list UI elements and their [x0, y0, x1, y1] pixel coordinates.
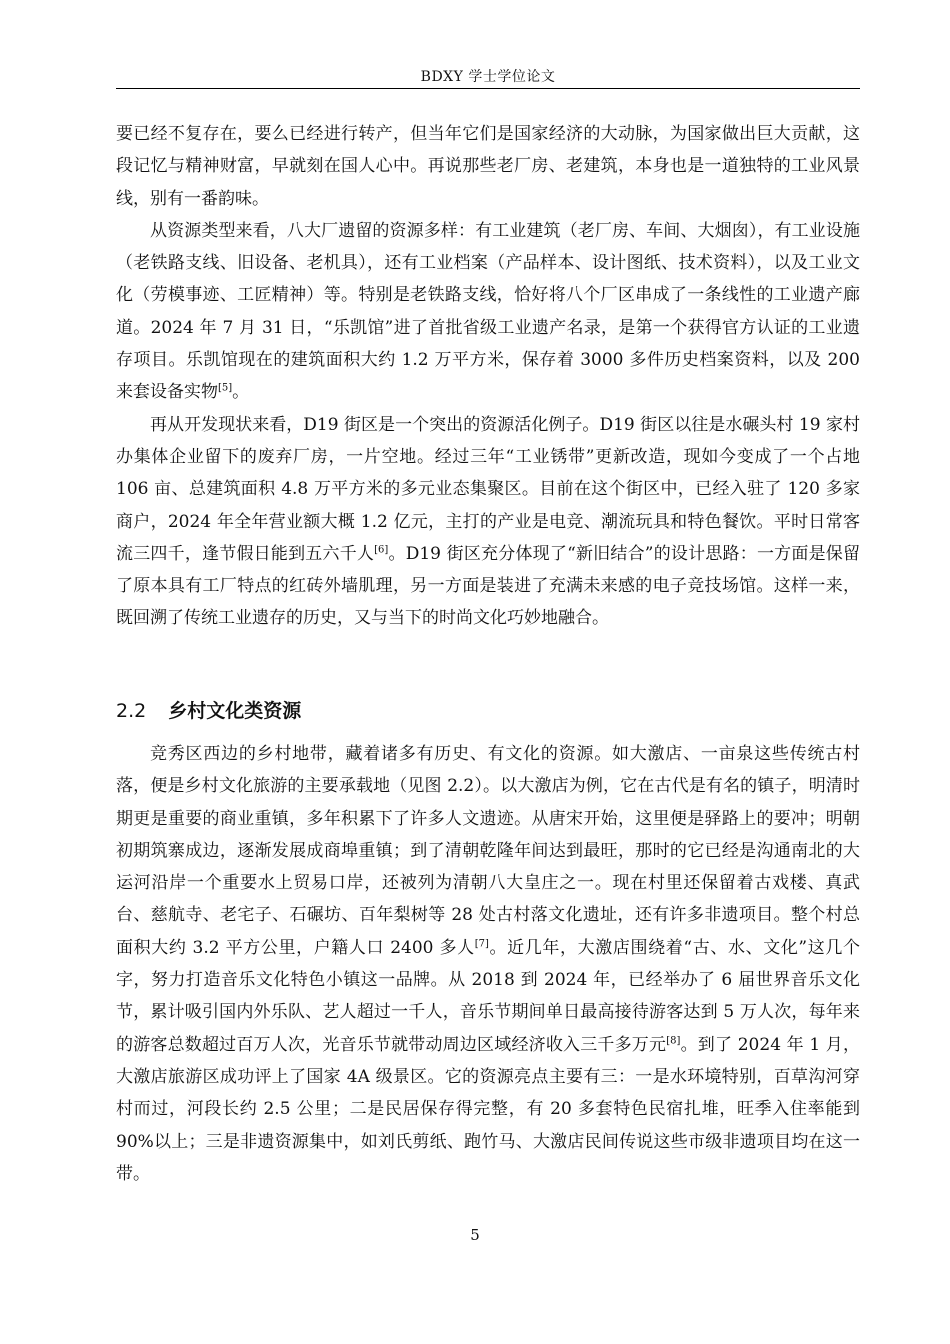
- citation-7: [7]: [474, 938, 489, 950]
- paragraph-3-tail: 。D19 街区充分体现了“新旧结合”的设计思路：一方面是保留了原本具有工厂特点的红砖外墙肌理，另一方面是装进了充满未来感的电子竞技场馆。这样一来，既回溯了传统工业遗存的历史，又与当下的时尚文化巧妙地融合。: [116, 543, 861, 629]
- paragraph-2: [116, 215, 860, 409]
- page-number: 5: [470, 1226, 480, 1244]
- paragraph-2-tail: 。: [232, 382, 250, 403]
- citation-5: [5]: [218, 382, 233, 394]
- paragraph-3: [116, 409, 860, 635]
- running-header: BDXY 学士学位论文: [420, 69, 556, 85]
- section-heading: [116, 696, 301, 723]
- section-body: [116, 738, 860, 1190]
- paragraph-4-part3: 。到了 2024 年 1 月，大激店旅游区成功评上了国家 4A 级景区。它的资源亮点主要有三：一是水环境特别，百草沟河穿村而过，河段长约 2.5 公里；二是民居保存得完整，有 20 多套特色民宿扎堆，旺季入住率能到 90%以上；三是非遗资源集中，如刘氏剪纸、跑竹马、大激店民间传说这些市级非遗项目均在这一带。: [116, 1034, 861, 1184]
- section-title: 乡村文化类资源: [168, 700, 302, 722]
- citation-8: [8]: [666, 1035, 681, 1047]
- header-rule: [116, 88, 860, 89]
- paragraph-1-text: 要已经不复存在，要么已经进行转产，但当年它们是国家经济的大动脉，为国家做出巨大贡献，这段记忆与精神财富，早就刻在国人心中。再说那些老厂房、老建筑，本身也是一道独特的工业风景线，别有一番韵味。: [116, 124, 860, 209]
- body-text: [116, 118, 860, 635]
- paragraph-4-part1: 竞秀区西边的乡村地带，藏着诸多有历史、有文化的资源。如大激店、一亩泉这些传统古村落，便是乡村文化旅游的主要承载地（见图 2.2）。以大激店为例，它在古代是有名的镇子，明清时期更是重要的商业重镇，多年积累下了许多人文遗迹。从唐宋开始，这里便是驿路上的要冲；明朝初期筑寨成边，逐渐发展成商埠重镇；到了清朝乾隆年间达到最旺，那时的它已经是沟通南北的大运河沿岸一个重要水上贸易口岸，还被列为清朝八大皇庄之一。现在村里还保留着古戏楼、真武台、慈航寺、老宅子、石碾坊、百年梨树等 28 处古村落文化遗址，还有许多非遗项目。整个村总面积大约 3.2 平方公里，户籍人口 2400 多人: [116, 744, 860, 958]
- citation-6: [6]: [374, 544, 389, 556]
- paragraph-4-part2: 。近几年，大激店围绕着“古、水、文化”这几个字，努力打造音乐文化特色小镇这一品牌。从 2018 到 2024 年，已经举办了 6 届世界音乐文化节，累计吸引国内外乐队、艺人超过一千人，音乐节期间单日最高接待游客达到 5 万人次，每年来的游客总数超过百万人次，光音乐节就带动周边区域经济收入三千多万元: [116, 937, 860, 1055]
- paragraph-2-text: 从资源类型来看，八大厂遗留的资源多样：有工业建筑（老厂房、车间、大烟囱），有工业设施（老铁路支线、旧设备、老机具），还有工业档案（产品样本、设计图纸、技术资料），以及工业文化（劳模事迹、工匠精神）等。特别是老铁路支线，恰好将八个厂区串成了一条线性的工业遗产廊道。2024 年 7 月 31 日，“乐凯馆”进了首批省级工业遗产名录，是第一个获得官方认证的工业遗存项目。乐凯馆现在的建筑面积大约 1.2 万平方米，保存着 3000 多件历史档案资料，以及 200 来套设备实物: [116, 220, 860, 403]
- paragraph-4: [116, 738, 860, 1190]
- paragraph-1: [116, 118, 860, 215]
- paragraph-3-text: 再从开发现状来看，D19 街区是一个突出的资源活化例子。D19 街区以往是水碾头村 19 家村办集体企业留下的废弃厂房，一片空地。经过三年“工业锈带”更新改造，现如今变成了一个占地 106 亩、总建筑面积 4.8 万平方米的多元业态集聚区。目前在这个街区中，已经入驻了 120 多家商户，2024 年全年营业额大概 1.2 亿元，主打的产业是电竞、潮流玩具和特色餐饮。平时日常客流三四千，逢节假日能到五六千人: [116, 414, 860, 564]
- section-number: 2.2: [116, 700, 147, 722]
